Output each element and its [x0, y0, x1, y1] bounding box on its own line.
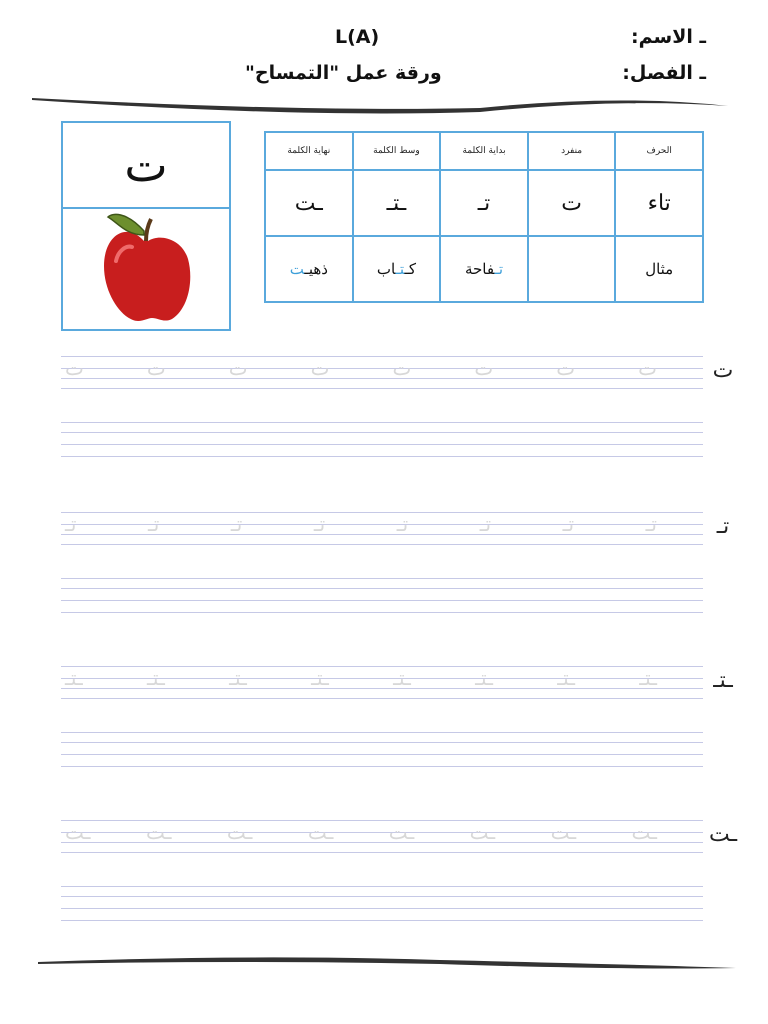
- example-medial: كـتـاب: [353, 236, 441, 302]
- name-label: ـ الاسم:: [631, 26, 706, 48]
- trace-letter: ـت: [550, 820, 577, 844]
- letter-forms-table: [264, 131, 704, 303]
- trace-letter: ـتـ: [311, 666, 329, 690]
- trace-row[interactable]: [61, 666, 661, 696]
- trace-letter: ـت: [307, 820, 334, 844]
- trace-letter: ـتـ: [147, 666, 165, 690]
- letter-card: [61, 121, 231, 331]
- level-code: L(A): [335, 26, 380, 48]
- trace-letter: ت: [392, 356, 412, 380]
- trace-letter: ت: [638, 356, 657, 380]
- isolated-form: ت: [528, 170, 616, 236]
- worksheet-title: ورقة عمل "التمساح": [245, 62, 442, 84]
- trace-letter: ـت: [145, 820, 172, 844]
- model-letter: ت: [712, 358, 734, 383]
- header-medial: وسط الكلمة: [353, 132, 441, 170]
- example-label: مثال: [615, 236, 703, 302]
- practice-row: [61, 666, 733, 768]
- trace-letter: ت: [65, 356, 84, 380]
- trace-letter: ـتـ: [229, 666, 247, 690]
- header-initial: بداية الكلمة: [440, 132, 528, 170]
- trace-letter: ت: [310, 356, 330, 380]
- model-letter: ـت: [708, 822, 738, 847]
- practice-row: [61, 512, 730, 614]
- trace-letter: تـ: [396, 512, 409, 536]
- example-initial: تـفاحة: [440, 236, 528, 302]
- letter-display: ت: [63, 123, 229, 209]
- class-label: ـ الفصل:: [622, 62, 706, 84]
- trace-letter: ـتـ: [65, 666, 83, 690]
- trace-letter: ـتـ: [557, 666, 575, 690]
- trace-row[interactable]: [61, 512, 661, 542]
- practice-row: [61, 820, 738, 922]
- trace-letter: تـ: [645, 512, 657, 536]
- bottom-divider: [0, 950, 768, 980]
- medial-form: ـتـ: [353, 170, 441, 236]
- trace-letter: تـ: [230, 512, 243, 536]
- letter-name: تاء: [615, 170, 703, 236]
- trace-letter: ـت: [388, 820, 415, 844]
- final-form: ـت: [265, 170, 353, 236]
- trace-letter: ت: [556, 356, 576, 380]
- model-letter: تـ: [716, 514, 730, 539]
- trace-letter: ـتـ: [475, 666, 493, 690]
- trace-letter: تـ: [313, 512, 326, 536]
- example-isolated: [528, 236, 616, 302]
- trace-letter: ـتـ: [393, 666, 411, 690]
- trace-letter: ت: [474, 356, 494, 380]
- trace-letter: تـ: [65, 512, 77, 536]
- trace-letter: تـ: [479, 512, 492, 536]
- top-divider: [0, 88, 768, 118]
- model-letter: ـتـ: [713, 668, 733, 693]
- trace-letter: ـتـ: [639, 666, 657, 690]
- example-final: ذهيـت: [265, 236, 353, 302]
- trace-letter: ـت: [226, 820, 253, 844]
- initial-form: تـ: [440, 170, 528, 236]
- trace-letter: تـ: [147, 512, 160, 536]
- trace-letter: ـت: [65, 820, 91, 844]
- trace-row[interactable]: [61, 356, 661, 386]
- practice-row: [61, 356, 734, 458]
- header-final: نهاية الكلمة: [265, 132, 353, 170]
- trace-letter: ـت: [631, 820, 657, 844]
- trace-row[interactable]: [61, 820, 661, 850]
- trace-letter: ت: [146, 356, 166, 380]
- header-letter: الحرف: [615, 132, 703, 170]
- trace-letter: تـ: [562, 512, 575, 536]
- header-isolated: منفرد: [528, 132, 616, 170]
- apple-icon: [63, 209, 229, 331]
- trace-letter: ت: [228, 356, 248, 380]
- trace-letter: ـت: [469, 820, 496, 844]
